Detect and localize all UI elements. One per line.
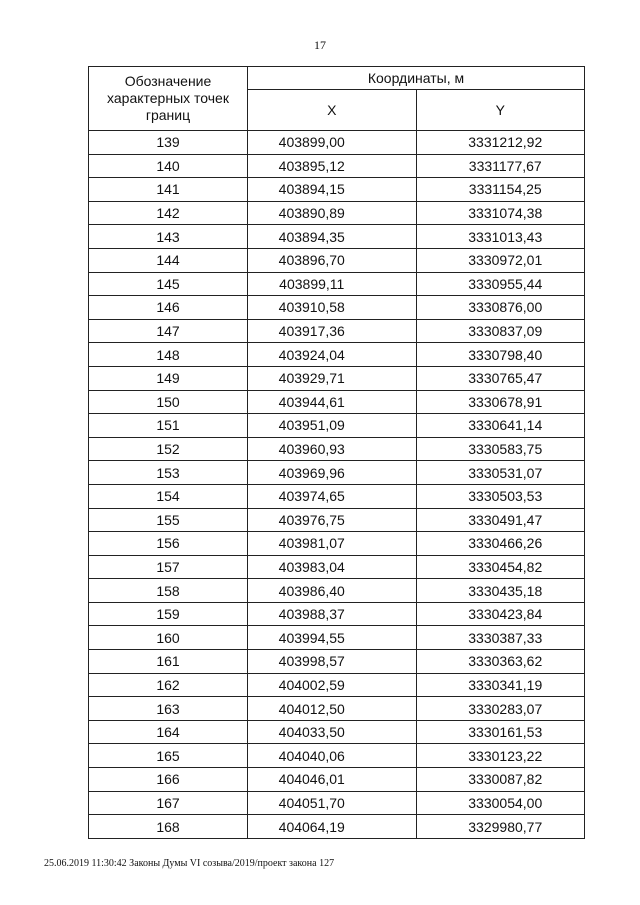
table-row (89, 650, 585, 674)
x-cell: 403896,70 (248, 248, 417, 272)
y-cell: 3330363,62 (416, 650, 585, 674)
point-cell: 140 (89, 154, 248, 178)
x-cell: 403899,11 (248, 272, 417, 296)
x-cell: 403981,07 (248, 532, 417, 556)
x-cell: 403951,09 (248, 414, 417, 438)
point-cell: 152 (89, 437, 248, 461)
point-cell: 153 (89, 461, 248, 485)
x-cell: 403910,58 (248, 296, 417, 320)
point-cell: 157 (89, 555, 248, 579)
y-cell: 3330087,82 (416, 768, 585, 792)
table-row (89, 626, 585, 650)
x-cell: 404012,50 (248, 697, 417, 721)
y-cell: 3330423,84 (416, 602, 585, 626)
y-cell: 3330283,07 (416, 697, 585, 721)
x-cell: 403917,36 (248, 319, 417, 343)
y-cell: 3330054,00 (416, 791, 585, 815)
x-cell: 403974,65 (248, 484, 417, 508)
point-cell: 154 (89, 484, 248, 508)
y-cell: 3330161,53 (416, 720, 585, 744)
y-cell: 3330341,19 (416, 673, 585, 697)
point-cell: 148 (89, 343, 248, 367)
coordinates-table (88, 66, 585, 839)
y-cell: 3330641,14 (416, 414, 585, 438)
point-cell: 144 (89, 248, 248, 272)
point-cell: 147 (89, 319, 248, 343)
y-cell: 3330491,47 (416, 508, 585, 532)
table-row (89, 178, 585, 202)
table-row (89, 390, 585, 414)
y-cell: 3330123,22 (416, 744, 585, 768)
page-number: 17 (314, 38, 326, 52)
table-row (89, 437, 585, 461)
point-cell: 166 (89, 768, 248, 792)
x-cell: 403894,15 (248, 178, 417, 202)
y-cell: 3331177,67 (416, 154, 585, 178)
x-cell: 404033,50 (248, 720, 417, 744)
table-row (89, 744, 585, 768)
table-row (89, 414, 585, 438)
table-row (89, 461, 585, 485)
table-row (89, 248, 585, 272)
point-cell: 162 (89, 673, 248, 697)
table-row (89, 602, 585, 626)
point-cell: 142 (89, 201, 248, 225)
table-row (89, 484, 585, 508)
point-cell: 139 (89, 131, 248, 155)
point-cell: 158 (89, 579, 248, 603)
x-cell: 404051,70 (248, 791, 417, 815)
y-cell: 3330583,75 (416, 437, 585, 461)
point-cell: 155 (89, 508, 248, 532)
footer-document-stamp: 25.06.2019 11:30:42 Законы Думы VI созыва/2019/проект закона 127 (44, 858, 335, 869)
table-row (89, 815, 585, 839)
table-row (89, 508, 585, 532)
y-cell: 3330972,01 (416, 248, 585, 272)
y-cell: 3330678,91 (416, 390, 585, 414)
table-row (89, 201, 585, 225)
table-row (89, 579, 585, 603)
x-cell: 403890,89 (248, 201, 417, 225)
y-cell: 3330387,33 (416, 626, 585, 650)
x-column-header: X (248, 90, 417, 131)
x-cell: 403944,61 (248, 390, 417, 414)
table-row (89, 296, 585, 320)
table-row (89, 768, 585, 792)
x-cell: 403960,93 (248, 437, 417, 461)
table-row (89, 555, 585, 579)
table-row (89, 791, 585, 815)
point-cell: 160 (89, 626, 248, 650)
x-cell: 403894,35 (248, 225, 417, 249)
y-column-header: Y (416, 90, 585, 131)
y-cell: 3331212,92 (416, 131, 585, 155)
point-cell: 151 (89, 414, 248, 438)
point-cell: 159 (89, 602, 248, 626)
table-body (89, 131, 585, 839)
table-row (89, 319, 585, 343)
table-row (89, 673, 585, 697)
x-cell: 404064,19 (248, 815, 417, 839)
x-cell: 404002,59 (248, 673, 417, 697)
x-cell: 403988,37 (248, 602, 417, 626)
y-cell: 3330466,26 (416, 532, 585, 556)
point-cell: 165 (89, 744, 248, 768)
table-row (89, 131, 585, 155)
table-row (89, 343, 585, 367)
coordinates-group-header: Координаты, м (248, 67, 585, 90)
point-cell: 156 (89, 532, 248, 556)
y-cell: 3331013,43 (416, 225, 585, 249)
point-column-header: Обозначение характерных точек границ (89, 67, 248, 131)
x-cell: 403969,96 (248, 461, 417, 485)
x-cell: 403924,04 (248, 343, 417, 367)
y-cell: 3330531,07 (416, 461, 585, 485)
table-row (89, 225, 585, 249)
x-cell: 403976,75 (248, 508, 417, 532)
point-cell: 167 (89, 791, 248, 815)
point-cell: 145 (89, 272, 248, 296)
table-row (89, 272, 585, 296)
table-header (89, 67, 585, 131)
table-row (89, 154, 585, 178)
y-cell: 3330955,44 (416, 272, 585, 296)
table-row (89, 697, 585, 721)
y-cell: 3331154,25 (416, 178, 585, 202)
y-cell: 3330798,40 (416, 343, 585, 367)
y-cell: 3330765,47 (416, 366, 585, 390)
point-cell: 164 (89, 720, 248, 744)
x-cell: 404046,01 (248, 768, 417, 792)
point-cell: 163 (89, 697, 248, 721)
point-cell: 161 (89, 650, 248, 674)
table-row (89, 532, 585, 556)
y-cell: 3330454,82 (416, 555, 585, 579)
table-row (89, 720, 585, 744)
point-cell: 143 (89, 225, 248, 249)
point-cell: 149 (89, 366, 248, 390)
x-cell: 403929,71 (248, 366, 417, 390)
header-row-top (89, 67, 585, 90)
x-cell: 403899,00 (248, 131, 417, 155)
y-cell: 3331074,38 (416, 201, 585, 225)
y-cell: 3330837,09 (416, 319, 585, 343)
x-cell: 403983,04 (248, 555, 417, 579)
y-cell: 3330435,18 (416, 579, 585, 603)
table-row (89, 366, 585, 390)
y-cell: 3330503,53 (416, 484, 585, 508)
y-cell: 3330876,00 (416, 296, 585, 320)
point-cell: 150 (89, 390, 248, 414)
y-cell: 3329980,77 (416, 815, 585, 839)
x-cell: 403994,55 (248, 626, 417, 650)
point-cell: 141 (89, 178, 248, 202)
x-cell: 403895,12 (248, 154, 417, 178)
x-cell: 403998,57 (248, 650, 417, 674)
x-cell: 404040,06 (248, 744, 417, 768)
point-cell: 146 (89, 296, 248, 320)
point-cell: 168 (89, 815, 248, 839)
x-cell: 403986,40 (248, 579, 417, 603)
